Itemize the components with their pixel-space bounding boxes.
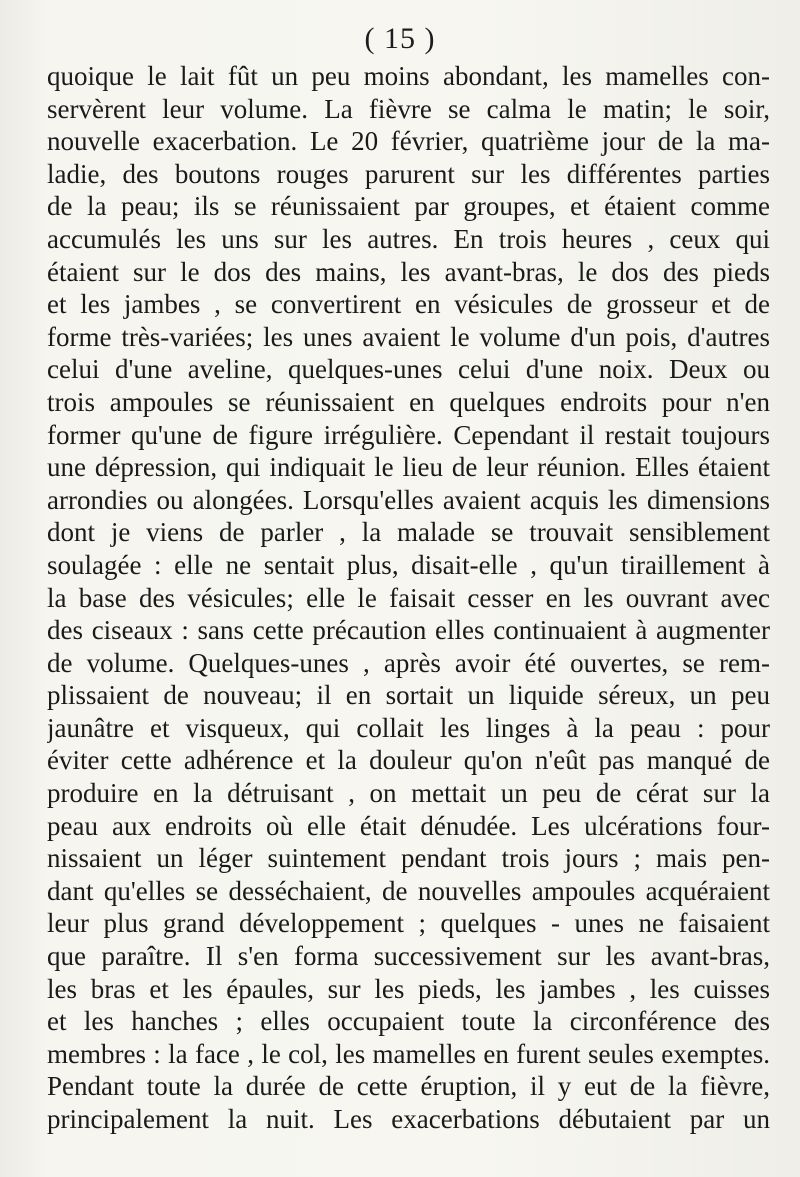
text-line: peau aux endroits où elle était dénudée. Les ulcérations four- [47,810,770,841]
text-line: plissaient de nouveau; il en sortait un liquide séreux, un peu [47,680,770,711]
text-line: de la peau; ils se réunissaient par groupes, et étaient comme [47,191,770,222]
text-line: membres : la face , le col, les mamelles en furent seules exemptes. [47,1038,770,1069]
text-line: leur plus grand développement ; quelques - unes ne faisaient [47,908,770,939]
text-line: ladie, des boutons rouges parurent sur les différentes parties [47,158,770,189]
text-line: dont je viens de parler , la malade se trouvait sensiblement [47,517,770,548]
text-line: jaunâtre et visqueux, qui collait les linges à la peau : pour [47,712,770,743]
text-line: nouvelle exacerbation. Le 20 février, quatrième jour de la ma- [47,126,770,157]
text-line: de volume. Quelques-unes , après avoir été ouvertes, se rem- [47,647,770,678]
text-line: forme très-variées; les unes avaient le volume d'un pois, d'autres [47,321,770,352]
text-line: étaient sur le dos des mains, les avant-bras, le dos des pieds [47,256,770,287]
text-line: accumulés les uns sur les autres. En trois heures , ceux qui [47,223,770,254]
text-line: et les hanches ; elles occupaient toute la circonférence des [47,1006,770,1037]
text-line: produire en la détruisant , on mettait un peu de cérat sur la [47,778,770,809]
text-line: quoique le lait fût un peu moins abondant, les mamelles con- [47,61,770,91]
text-line: que paraître. Il s'en forma successivement sur les avant-bras, [47,941,770,972]
text-line: former qu'une de figure irrégulière. Cependant il restait toujours [47,419,770,450]
text-line: les bras et les épaules, sur les pieds, les jambes , les cuisses [47,973,770,1004]
text-line: et les jambes , se convertirent en vésicules de grosseur et de [47,289,770,320]
text-line: dant qu'elles se desséchaient, de nouvelles ampoules acquéraient [47,875,770,906]
text-line: la base des vésicules; elle le faisait cesser en les ouvrant avec [47,582,770,613]
body-text [47,60,770,1136]
text-line: trois ampoules se réunissaient en quelques endroits pour n'en [47,386,770,417]
page-number: ( 15 ) [364,22,436,55]
text-line: éviter cette adhérence et la douleur qu'on n'eût pas manqué de [47,745,770,776]
text-line: arrondies ou alongées. Lorsqu'elles avaient acquis les dimensions [47,484,770,515]
text-line: celui d'une aveline, quelques-unes celui d'une noix. Deux ou [47,354,770,385]
text-line: une dépression, qui indiquait le lieu de leur réunion. Elles étaient [47,452,770,483]
text-line: soulagée : elle ne sentait plus, disait-elle , qu'un tiraillement à [47,549,770,580]
text-line: des ciseaux : sans cette précaution elles continuaient à augmenter [47,615,770,646]
text-line: nissaient un léger suintement pendant trois jours ; mais pen- [47,843,770,874]
text-line: Pendant toute la durée de cette éruption, il y eut de la fièvre, [47,1071,770,1102]
text-line: servèrent leur volume. La fièvre se calma le matin; le soir, [47,93,770,124]
text-line: principalement la nuit. Les exacerbations débutaient par un [47,1104,770,1134]
